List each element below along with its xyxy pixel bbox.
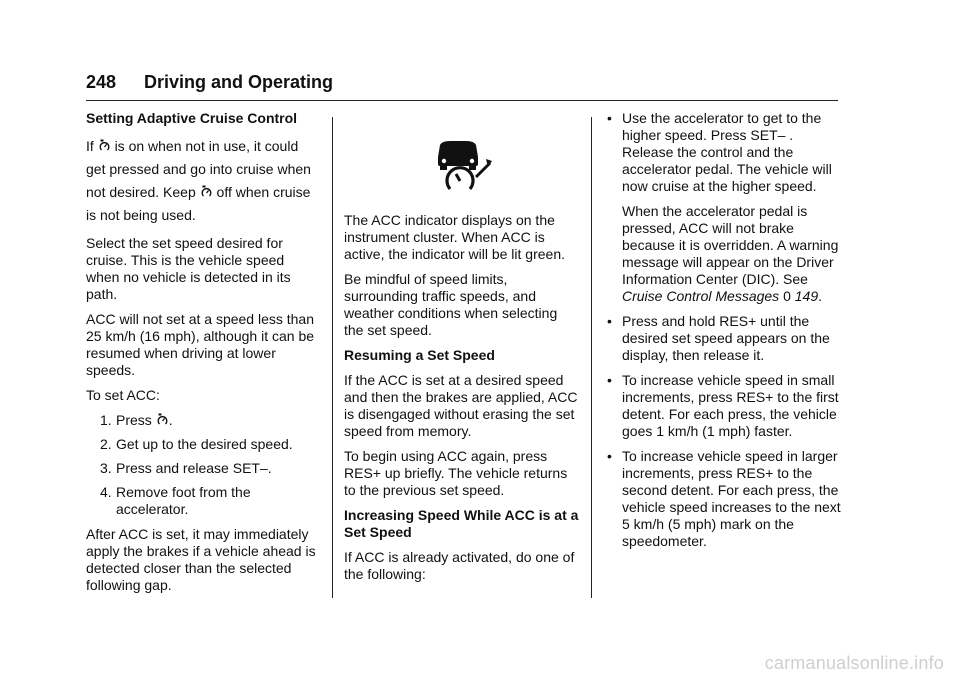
list-item: 2. Get up to the desired speed.	[100, 436, 293, 452]
paragraph-acc-indicator: The ACC indicator displays on the instrument cluster. When ACC is active, the indicator will be lit green.	[344, 212, 565, 262]
page-header	[86, 68, 838, 101]
bullet-list	[606, 110, 844, 195]
paragraph-to-set: To set ACC:	[86, 387, 160, 403]
list-item: • To increase vehicle speed in larger increments, press RES+ to the second detent. For each press, the vehicle speed increases to the next 5 km/h (5 mph) mark on the speedometer.	[607, 448, 841, 549]
paragraph-resume-brakes: If the ACC is set at a desired speed and then the brakes are applied, ACC is disengaged without erasing the set speed from memory.	[344, 372, 578, 439]
paragraph-resume-press: To begin using ACC again, press RES+ up briefly. The vehicle returns to the previous set speed.	[344, 448, 568, 498]
list-item: 4. Remove foot from the accelerator.	[100, 484, 251, 517]
paragraph-min-speed: ACC will not set at a speed less than 25 km/h (16 mph), although it can be resumed when driving at lower speeds.	[86, 311, 315, 378]
page-ref-arrow-icon: 0	[783, 288, 791, 304]
paragraph-override: When the accelerator pedal is pressed, ACC will not brake because it is overridden. A warning message will appear on the Driver Information Center (DIC). See Cruise Control Messages 0 149.	[622, 203, 839, 304]
bullet-list	[606, 313, 844, 550]
paragraph-acc-warning: If is on when not in use, it could get pressed and go into cruise when not desired. Keep off when cruise is not being used.	[86, 138, 311, 223]
acc-indicator-icon	[436, 141, 492, 191]
column-1	[86, 110, 321, 602]
section-heading-increasing: Increasing Speed While ACC is at a Set Speed	[344, 507, 579, 540]
column-2	[344, 110, 579, 591]
section-heading-setting-acc: Setting Adaptive Cruise Control	[86, 110, 298, 126]
chapter-title: Driving and Operating	[144, 72, 334, 92]
list-item: 3. Press and release SET–.	[100, 460, 272, 476]
cross-reference-link[interactable]: Cruise Control Messages	[622, 288, 780, 304]
section-heading-resuming: Resuming a Set Speed	[344, 347, 495, 363]
page-ref-number[interactable]: 149	[794, 288, 819, 304]
acc-speedometer-icon	[201, 184, 212, 198]
paragraph-increase-intro: If ACC is already activated, do one of the following:	[344, 549, 575, 582]
column-3	[606, 110, 844, 558]
column-divider-1	[332, 117, 333, 598]
steps-list	[86, 412, 321, 518]
page-number: 248	[86, 72, 117, 92]
list-item: • Press and hold RES+ until the desired set speed appears on the display, then release it.	[607, 313, 830, 363]
acc-speedometer-icon	[99, 138, 110, 152]
column-divider-2	[591, 117, 592, 598]
list-item: • To increase vehicle speed in small increments, press RES+ to the first detent. For each press, the vehicle goes 1 km/h (1 mph) faster.	[607, 372, 839, 439]
acc-speedometer-icon	[157, 412, 168, 426]
paragraph-set-speed: Select the set speed desired for cruise. This is the vehicle speed when no vehicle is detected in its path.	[86, 235, 291, 302]
paragraph-speed-limits: Be mindful of speed limits, surrounding traffic speeds, and weather conditions when selecting the set speed.	[344, 271, 558, 338]
watermark: carmanualsonline.info	[764, 653, 944, 673]
list-item: 1. Press .	[100, 412, 173, 428]
list-item: • Use the accelerator to get to the higher speed. Press SET– . Release the control and the accelerator pedal. The vehicle will now cruise at the higher speed.	[607, 110, 832, 194]
paragraph-after-set: After ACC is set, it may immediately apply the brakes if a vehicle ahead is detected closer than the selected following gap.	[86, 526, 316, 593]
